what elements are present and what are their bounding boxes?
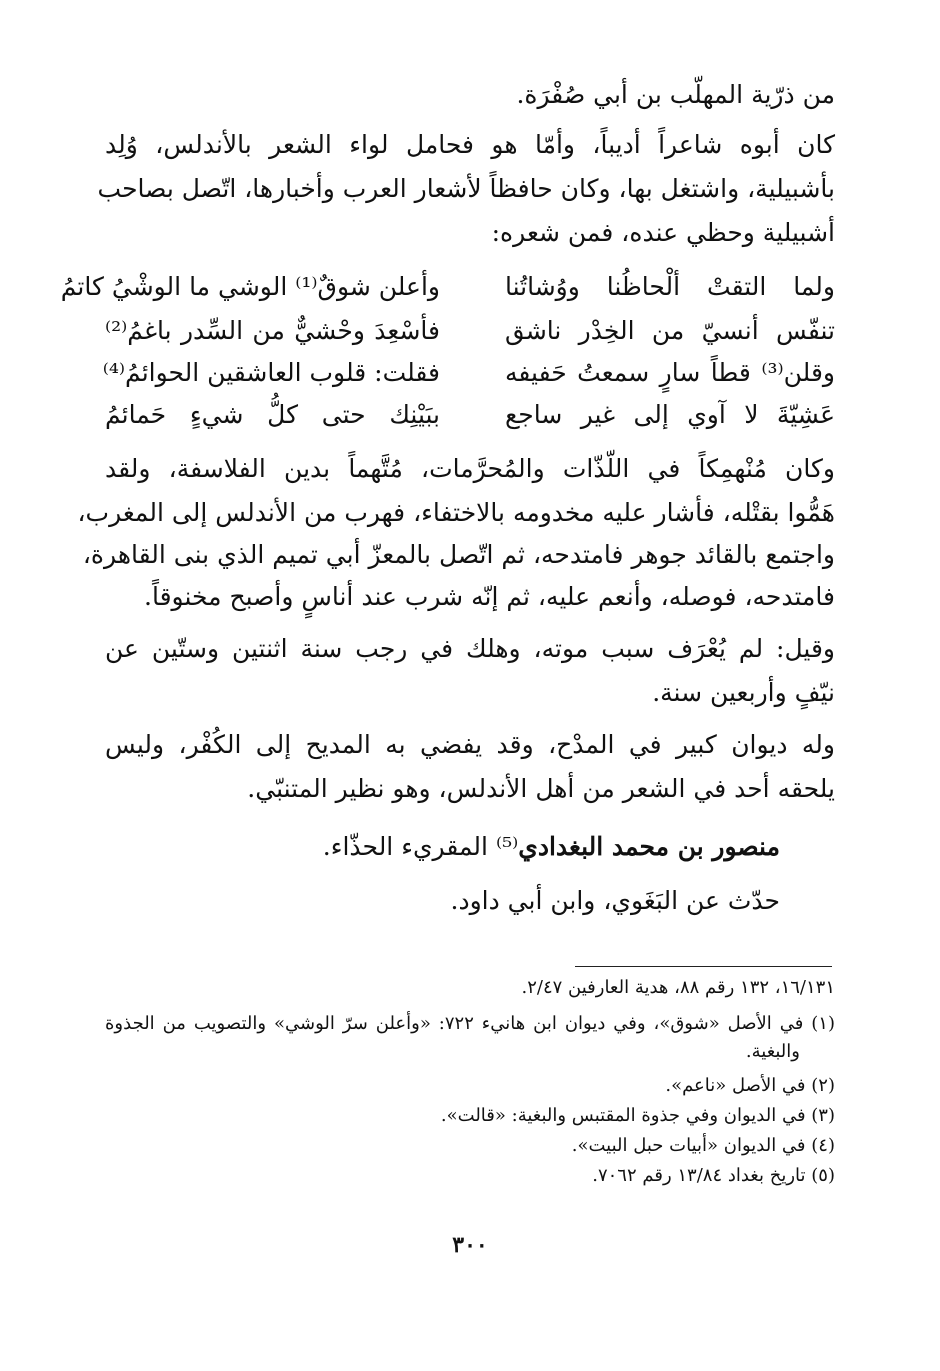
text-line: وله ديوان كبير في المدْح، وقد يفضي به المديح إلى الكُفْر، وليس	[105, 730, 835, 759]
entry-name: منصور بن محمد البغدادي	[518, 832, 780, 861]
verse-hemistich-right: تنفّس أنسيّ من الخِدْر ناشق	[505, 316, 835, 345]
footnote: والبغية.	[745, 1041, 800, 1062]
entry-heading	[323, 830, 780, 864]
footnote: ١٦/١٣١، ١٣٢ رقم ٨٨، هدية العارفين ٢/٤٧.	[521, 977, 835, 998]
verse-hemistich-left: فأسْعِدَ وحْشيٌّ من السِّدر باغمُ⁽²⁾	[105, 316, 440, 345]
verse-hemistich-right: ولما التقتْ ألْحاظُنا ووُشاتُنا	[505, 272, 835, 301]
text-line: كان أبوه شاعراً أديباً، وأمّا هو فحامل لواء الشعر بالأندلس، وُلِد	[105, 130, 835, 159]
footnote: (١) في الأصل «شوق»، وفي ديوان ابن هانيء ٧٢٢: «وأعلن سرّ الوشي» والتصويب من الجذوة	[105, 1013, 835, 1034]
text-line: وقيل: لم يُعْرَف سبب موته، وهلك في رجب سنة اثنتين وستّين عن	[105, 634, 835, 663]
footnote: (٥) تاريخ بغداد ١٣/٨٤ رقم ٧٠٦٢.	[592, 1165, 835, 1186]
footnote-marker: ⁽⁵⁾	[495, 832, 519, 861]
text-line: هَمُّوا بقتْله، فأشار عليه مخدومه بالاختفاء، فهرب من الأندلس إلى المغرب،	[77, 498, 835, 527]
verse-hemistich-right: عَشِيّةَ لا آوي إلى غير ساجع	[505, 400, 835, 429]
footnote: (٢) في الأصل «ناعم».	[665, 1075, 835, 1096]
verse-hemistich-left: وأعلن شوقٌ⁽¹⁾ الوشي ما الوشْيُ كاتمُ	[60, 272, 440, 301]
footnote: (٣) في الديوان وفي جذوة المقتبس والبغية: «قالت».	[440, 1105, 835, 1126]
footnote-separator	[575, 966, 832, 967]
footnote: (٤) في الديوان «أبيات حبل البيت».	[571, 1135, 835, 1156]
text-line: بأشبيلية، واشتغل بها، وكان حافظاً لأشعار العرب وأخبارها، اتّصل بصاحب	[97, 174, 835, 203]
text-line: نيّفٍ وأربعين سنة.	[652, 678, 835, 707]
text-line: من ذرّية المهلّب بن أبي صُفْرَة.	[516, 80, 835, 109]
verse-hemistich-left: فقلت: قلوب العاشقين الحوائمُ⁽⁴⁾	[102, 358, 440, 387]
text-line: وكان مُنْهمِكاً في اللّذّات والمُحرَّمات، مُتَّهماً بدين الفلاسفة، ولقد	[105, 454, 835, 483]
text-line: واجتمع بالقائد جوهر فامتدحه، ثم اتّصل بالمعزّ أبي تميم الذي بنى القاهرة،	[82, 540, 835, 569]
text-line: يلحقه أحد في الشعر من أهل الأندلس، وهو نظير المتنبّي.	[247, 774, 835, 803]
text-line: أشبيلية وحظي عنده، فمن شعره:	[491, 218, 835, 247]
verse-hemistich-right: وقلن⁽³⁾ قطاً سارٍ سمعتُ حَفيفه	[505, 358, 835, 387]
verse-hemistich-left: ببَيْنِك حتى كلُّ شيءٍ حَمائمُ	[105, 400, 440, 429]
text-line: فامتدحه، فوصله، وأنعم عليه، ثم إنّه شرب عند أناسٍ وأصبح مخنوقاً.	[144, 582, 835, 611]
page-number: ٣٠٠	[452, 1232, 488, 1258]
text-line: حدّث عن البَغَوي، وابن أبي داود.	[450, 886, 780, 915]
entry-title: المقريء الحذّاء.	[322, 832, 496, 861]
